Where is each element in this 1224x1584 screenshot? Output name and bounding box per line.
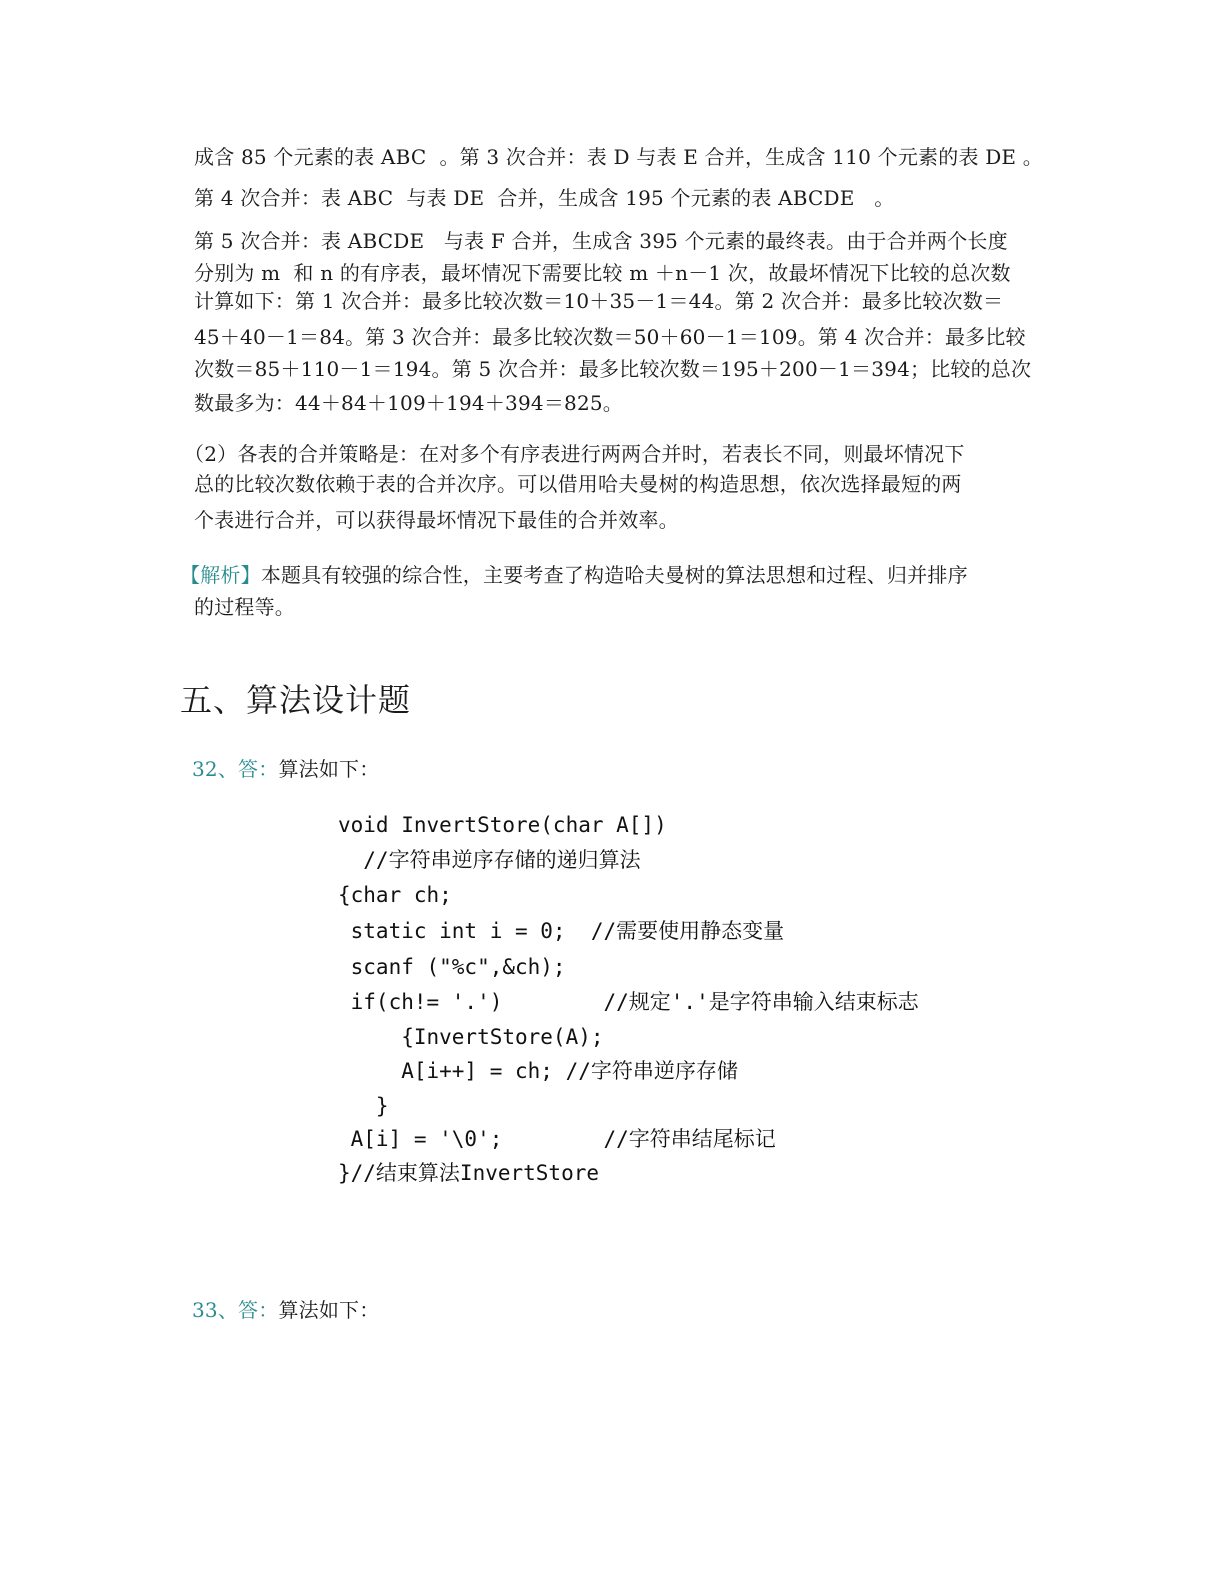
analysis-text: 本题具有较强的综合性，主要考查了构造哈夫曼树的算法思想和过程、归并排序 (260, 563, 968, 587)
paragraph-1-line-3: 第 5 次合并：表 ABCDE 与表 F 合并，生成含 395 个元素的最终表。由于合并两个长度 (194, 229, 1008, 253)
paragraph-1-line-2: 第 4 次合并：表 ABC 与表 DE 合并，生成含 195 个元素的表 ABCDE 。 (194, 186, 895, 210)
code-line-5: scanf ("%c",&ch); (338, 955, 566, 979)
paragraph-1-line-7: 次数＝85＋110－1＝194。第 5 次合并：最多比较次数＝195＋200－1＝394；比较的总次 (194, 357, 1032, 381)
code-line-7: {InvertStore(A); (338, 1025, 604, 1049)
answer-33-number: 33、答： (192, 1298, 279, 1322)
paragraph-2-line-1: （2）各表的合并策略是：在对多个有序表进行两两合并时，若表长不同，则最坏情况下 (184, 442, 965, 466)
code-line-2: //字符串逆序存储的递归算法 (338, 848, 641, 872)
code-line-11: }//结束算法InvertStore (338, 1161, 600, 1185)
analysis-label: 【解析】 (180, 563, 261, 587)
code-line-1: void InvertStore(char A[]) (338, 813, 667, 837)
analysis-line-2: 的过程等。 (194, 595, 295, 619)
answer-32-text: 算法如下： (278, 757, 380, 781)
code-line-8: A[i++] = ch; //字符串逆序存储 (338, 1059, 738, 1083)
code-line-4: static int i = 0; //需要使用静态变量 (338, 919, 785, 943)
answer-32-number: 32、答： (192, 757, 279, 781)
paragraph-2-line-2: 总的比较次数依赖于表的合并次序。可以借用哈夫曼树的构造思想，依次选择最短的两 (194, 472, 962, 496)
code-line-10: A[i] = '\0'; //字符串结尾标记 (338, 1127, 776, 1151)
answer-33-text: 算法如下： (278, 1298, 380, 1322)
answer-32-line (192, 756, 379, 782)
paragraph-1-line-8: 数最多为：44＋84＋109＋194＋394＝825。 (194, 391, 623, 415)
answer-33-line (192, 1297, 379, 1323)
code-line-9: } (338, 1094, 389, 1118)
paragraph-1-line-6: 45＋40－1＝84。第 3 次合并：最多比较次数＝50＋60－1＝109。第 4 次合并：最多比较 (194, 325, 1026, 349)
section-heading: 五、算法设计题 (180, 681, 412, 719)
paragraph-1-line-4: 分别为 m 和 n 的有序表，最坏情况下需要比较 m ＋n－1 次，故最坏情况下比较的总次数 (194, 261, 1011, 285)
code-line-3: {char ch; (338, 883, 452, 907)
paragraph-2-line-3: 个表进行合并，可以获得最坏情况下最佳的合并效率。 (194, 508, 679, 532)
analysis-line-1 (180, 562, 968, 588)
paragraph-1-line-5: 计算如下：第 1 次合并：最多比较次数＝10＋35－1＝44。第 2 次合并：最多比较次数＝ (194, 289, 1004, 313)
paragraph-1-line-1: 成含 85 个元素的表 ABC 。第 3 次合并：表 D 与表 E 合并，生成含 110 个元素的表 DE 。 (194, 145, 1043, 169)
code-line-6: if(ch!= '.') //规定'.'是字符串输入结束标志 (338, 990, 919, 1014)
